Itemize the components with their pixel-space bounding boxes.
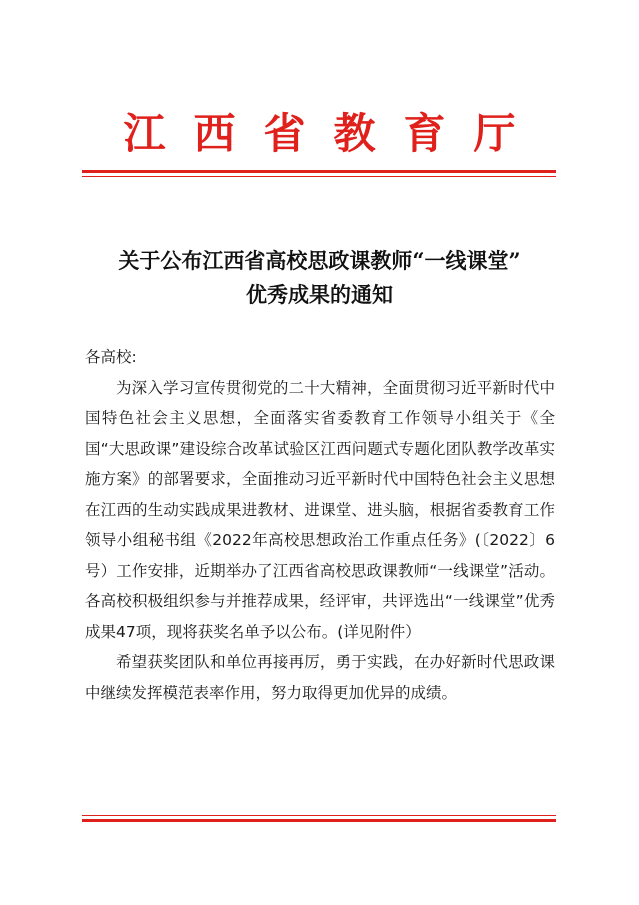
salutation: 各高校: (85, 348, 137, 366)
notice-title-line-1: 关于公布江西省高校思政课教师“一线课堂” (118, 248, 521, 273)
header-divider-thin (82, 176, 556, 177)
paragraph-2: 希望获奖团队和单位再接再厉，勇于实践，在办好新时代思政课中继续发挥模范表率作用，努力取得更加优异的成绩。 (85, 653, 555, 702)
notice-body (85, 342, 555, 708)
footer-divider-thick (82, 819, 556, 822)
notice-title-line-2: 优秀成果的通知 (246, 282, 393, 307)
header-divider-thick (82, 170, 556, 173)
paragraph-1: 为深入学习宣传贯彻党的二十大精神，全面贯彻习近平新时代中国特色社会主义思想，全面落实省委教育工作领导小组关于《全国“大思政课”建设综合改革试验区江西问题式专题化团队教学改革实施方案》的部署要求，全面推动习近平新时代中国特色社会主义思想在江西的生动实践成果进教材、进课堂、进头脑，根据省委教育工作领导小组秘书组《2022年高校思想政治工作重点任务》(〔2022〕6号）工作安排，近期举办了江西省高校思政课教师“一线课堂”活动。各高校积极组织参与并推荐成果，经评审，共评选出“一线课堂”优秀成果47项，现将获奖名单予以公布。(详见附件） (85, 378, 555, 641)
issuer-title: 江西省教育厅 (123, 109, 544, 158)
footer-divider-thin (82, 815, 556, 816)
notice-title (60, 244, 579, 312)
